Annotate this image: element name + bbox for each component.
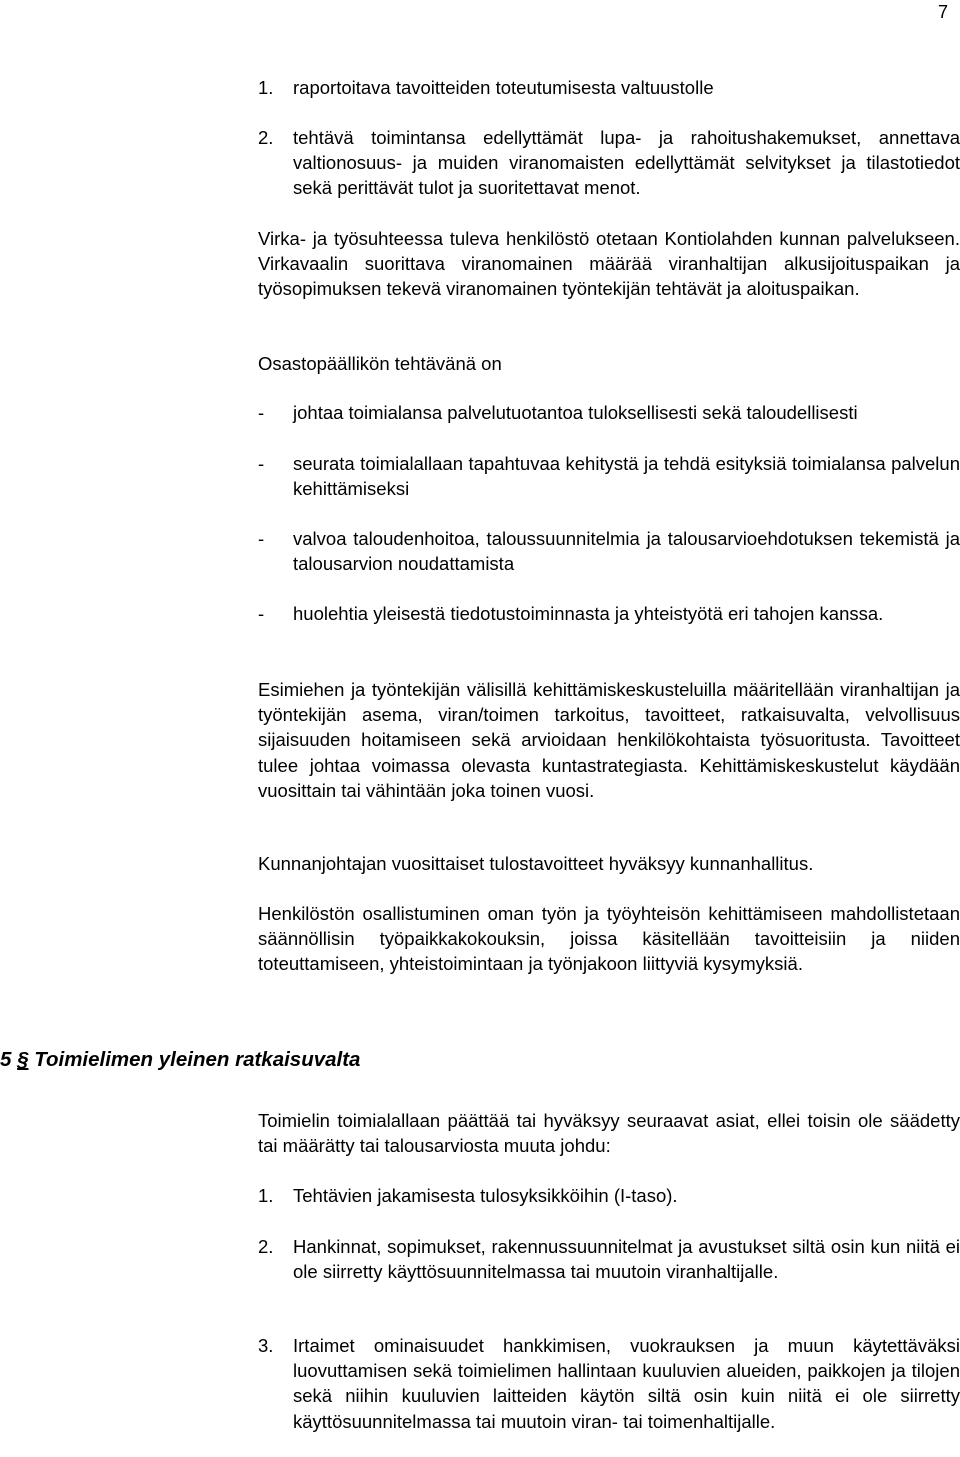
list-item-text: Tehtävien jakamisesta tulosyksikköihin (I-taso). <box>293 1185 678 1206</box>
list-item-number: 3. <box>258 1335 274 1356</box>
dash-item-text: seurata toimialallaan tapahtuvaa kehitystä ja tehdä esityksiä toimialansa palvelun kehittämiseksi <box>293 453 960 500</box>
dash-bullet: - <box>258 402 265 423</box>
dash-list-item <box>258 400 960 426</box>
list-item-number: 2. <box>258 127 274 148</box>
dash-bullet: - <box>258 528 265 549</box>
dash-bullet: - <box>258 603 265 624</box>
list-item <box>258 125 960 201</box>
dash-bullet: - <box>258 453 265 474</box>
dash-list-item <box>258 601 960 653</box>
list-item <box>258 1234 960 1310</box>
list-item-text: Irtaimet ominaisuudet hankkimisen, vuokrauksen ja muun käytettäväksi luovuttamisen sekä toimielimen hallintaan kuuluvien alueiden, paikkojen ja tilojen sekä niihin kuuluvien laitteiden käytön siltä osin kuin niitä ei ole siirretty käyttösuunnitelmassa tai muutoin viran- tai toimenhaltijalle. <box>293 1335 960 1432</box>
list-item <box>258 1183 960 1209</box>
section-number: 5 <box>0 1048 12 1071</box>
paragraph-virka: Virka- ja työsuhteessa tuleva henkilöstö otetaan Kontiolahden kunnan palvelukseen. Virkavaalin suorittava viranomainen määrää viranhaltijan alkusijoituspaikan ja työsopimuksen tekevä viranomainen työntekijän tehtävät ja aloituspaikan. <box>258 228 960 300</box>
section-title: Toimielimen yleinen ratkaisuvalta <box>34 1048 361 1071</box>
list-item-text: Hankinnat, sopimukset, rakennussuunnitelmat ja avustukset siltä osin kun niitä ei ole siirretty käyttösuunnitelmassa tai muutoin viranhaltijalle. <box>293 1236 960 1283</box>
dash-list-item <box>258 451 960 503</box>
list-item-text: tehtävä toimintansa edellyttämät lupa- ja rahoitushakemukset, annettava valtionosuus- ja muiden viranomaisten edellyttämät selvitykset ja tilastotiedot sekä perittävät tulot ja suoritettavat menot. <box>293 127 960 199</box>
section-heading <box>0 1046 360 1074</box>
paragraph-toimielin: Toimielin toimialallaan päättää tai hyväksyy seuraavat asiat, ellei toisin ole säädetty tai määrätty tai talousarviosta muuta johdu: <box>258 1110 960 1157</box>
list-item <box>258 1333 960 1457</box>
list-item <box>258 75 960 101</box>
paragraph-esimies: Esimiehen ja työntekijän välisillä kehittämiskeskusteluilla määritellään viranhaltijan ja työntekijän asema, viran/toimen tarkoitus, tavoitteet, ratkaisuvalta, velvollisuus sijaisuuden hoitamiseen sekä arvioidaan henkilökohtaista työsuoritusta. Tavoitteet tulee johtaa voimassa olevasta kuntastrategiasta. Kehittämiskeskustelut käydään vuosittain tai vähintään joka toinen vuosi. <box>258 679 960 801</box>
list-item-text: raportoitava tavoitteiden toteutumisesta valtuustolle <box>293 77 714 98</box>
page-number: 7 <box>937 2 948 22</box>
dash-item-text: huolehtia yleisestä tiedotustoiminnasta ja yhteistyötä eri tahojen kanssa. <box>293 603 884 624</box>
dash-item-text: valvoa taloudenhoitoa, taloussuunnitelmia ja talousarvioehdotuksen tekemistä ja talousarvion noudattamista <box>293 528 960 575</box>
list-item-number: 1. <box>258 1185 274 1206</box>
list-item-number: 1. <box>258 77 274 98</box>
dash-item-text: johtaa toimialansa palvelutuotantoa tuloksellisesti sekä taloudellisesti <box>293 402 858 423</box>
dash-list-item <box>258 526 960 578</box>
section-sign: § <box>17 1048 29 1071</box>
paragraph-kunnanjohtaja: Kunnanjohtajan vuosittaiset tulostavoitteet hyväksyy kunnanhallitus. <box>258 853 814 874</box>
paragraph-osastopaallikko: Osastopäällikön tehtävänä on <box>258 353 502 374</box>
list-item-number: 2. <box>258 1236 274 1257</box>
paragraph-henkilosto: Henkilöstön osallistuminen oman työn ja työyhteisön kehittämiseen mahdollistetaan säännöllisin työpaikkakokouksin, joissa käsitellään tavoitteisiin ja niiden toteuttamiseen, yhteistoimintaan ja työnjakoon liittyviä kysymyksiä. <box>258 903 960 975</box>
